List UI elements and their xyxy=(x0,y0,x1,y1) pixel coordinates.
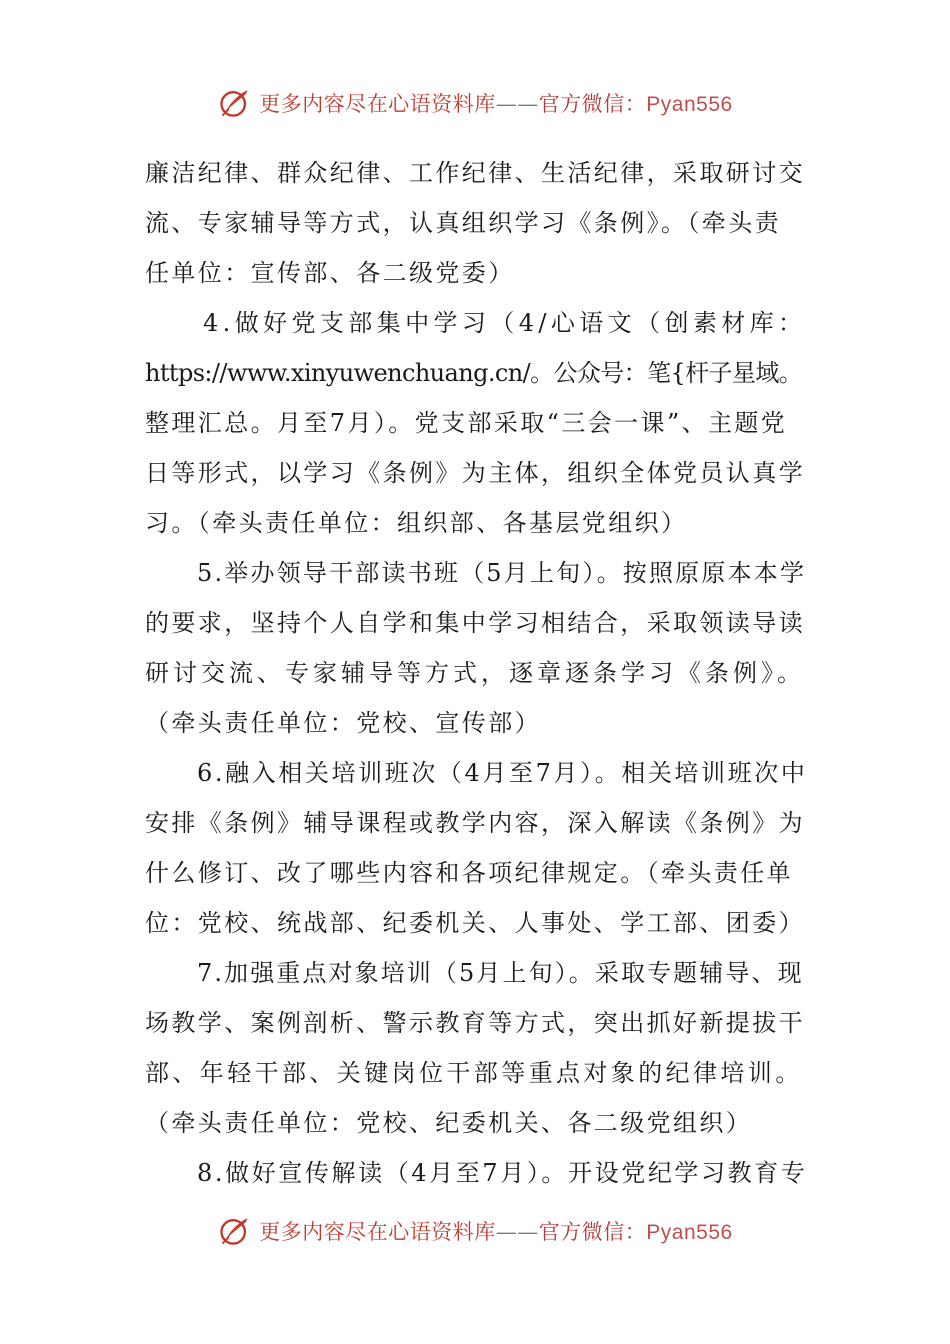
watermark-handle: Pyan556 xyxy=(646,1221,733,1244)
watermark-main: 更多内容尽在心语资料库 xyxy=(259,92,496,116)
text-line: 什么修订、改了哪些内容和各项纪律规定。（牵头责任单 xyxy=(145,859,793,887)
pen-feather-logo-icon xyxy=(217,1213,253,1249)
text-line: 整理汇总。月至7月）。党支部采取“三会一课”、主题党 xyxy=(145,409,788,437)
watermark-dash: —— xyxy=(495,92,539,116)
watermark-text xyxy=(259,88,732,118)
text-line: 5.举办领导干部读书班（5月上旬）。按照原原本本学 xyxy=(197,559,807,587)
watermark-wechat-label: 官方微信： xyxy=(538,1220,647,1244)
text-line: 7.加强重点对象培训（5月上旬）。采取专题辅导、现 xyxy=(197,959,804,987)
watermark-handle: Pyan556 xyxy=(646,93,733,116)
header-watermark-banner xyxy=(0,83,950,123)
pen-feather-logo-icon xyxy=(217,85,253,121)
document-body xyxy=(145,148,807,1198)
footer-watermark-banner xyxy=(0,1211,950,1251)
text-line: https://www.xinyuwenchuang.cn/。公众号：笔{杆子星域。 xyxy=(145,359,803,387)
text-line: 场教学、案例剖析、警示教育等方式，突出抓好新提拔干 xyxy=(145,1009,805,1037)
text-line: 任单位：宣传部、各二级党委） xyxy=(145,259,515,287)
text-line: 部、年轻干部、关键岗位干部等重点对象的纪律培训。 xyxy=(145,1059,803,1087)
text-line: 流、专家辅导等方式，认真组织学习《条例》。（牵头责 xyxy=(145,209,781,237)
text-line: 6.融入相关培训班次（4月至7月）。相关培训班次中 xyxy=(197,759,807,787)
text-line: 的要求，坚持个人自学和集中学习相结合，采取领读导读 xyxy=(145,609,805,637)
text-line: 4.做好党支部集中学习（4/心语文（创素材库： xyxy=(203,309,807,337)
watermark-text xyxy=(259,1216,732,1246)
text-line: （牵头责任单位：党校、宣传部） xyxy=(145,709,541,737)
text-line: 习。（牵头责任单位：组织部、各基层党组织） xyxy=(145,509,688,537)
text-line: 位：党校、统战部、纪委机关、人事处、学工部、团委） xyxy=(145,909,805,937)
text-line: 研讨交流、专家辅导等方式，逐章逐条学习《条例》。 xyxy=(145,659,805,687)
text-line: 8.做好宣传解读（4月至7月）。开设党纪学习教育专 xyxy=(197,1159,807,1187)
watermark-dash: —— xyxy=(495,1220,539,1244)
text-line: 日等形式，以学习《条例》为主体，组织全体党员认真学 xyxy=(145,459,805,487)
text-line: （牵头责任单位：党校、纪委机关、各二级党组织） xyxy=(145,1109,753,1137)
text-line: 安排《条例》辅导课程或教学内容，深入解读《条例》为 xyxy=(145,809,805,837)
watermark-wechat-label: 官方微信： xyxy=(538,92,647,116)
watermark-main: 更多内容尽在心语资料库 xyxy=(259,1220,496,1244)
text-line: 廉洁纪律、群众纪律、工作纪律、生活纪律，采取研讨交 xyxy=(145,159,805,187)
